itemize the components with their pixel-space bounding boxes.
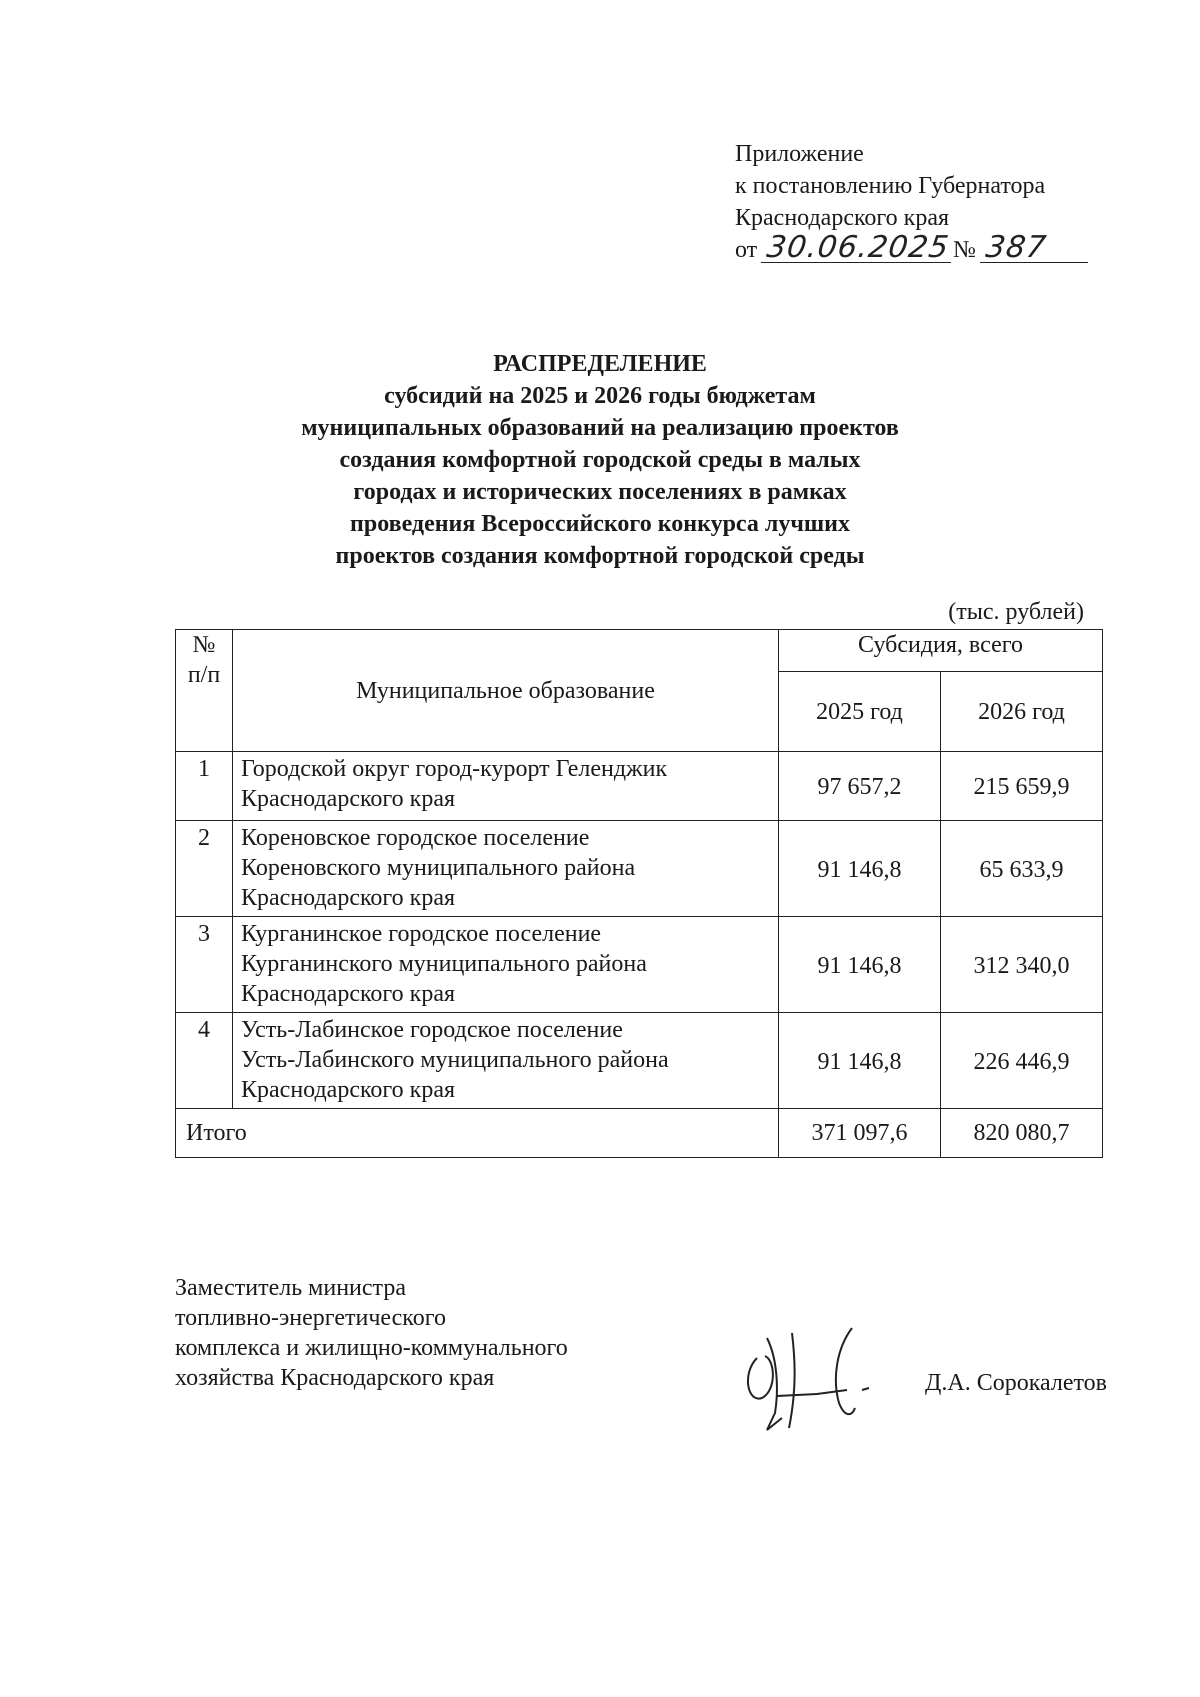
document-title [250,348,950,572]
header-no-line-1: № [192,632,216,658]
row-municipality [233,1013,779,1109]
row-value-2026: 312 340,0 [941,917,1103,1013]
table-total-row [176,1109,1103,1158]
row-value-2025: 91 146,8 [779,1013,941,1109]
header-no-line-2: п/п [187,662,221,688]
handwritten-number: 387 [980,234,1092,263]
row-value-2026: 65 633,9 [941,821,1103,917]
title-heading: РАСПРЕДЕЛЕНИЕ [493,351,707,377]
table-row [176,821,1103,917]
row-municipality [233,821,779,917]
row-municipality-line: Усть-Лабинского муниципального района [241,1047,669,1073]
row-no: 2 [176,821,233,917]
row-municipality-line: Краснодарского края [241,786,456,812]
signatory-position-line: Заместитель министра [175,1275,406,1301]
row-municipality [233,917,779,1013]
title-line-6: проектов создания комфортной городской среды [335,543,865,569]
row-municipality-line: Кореновского муниципального района [241,855,636,881]
total-value-2026: 820 080,7 [941,1109,1103,1158]
from-label: от [735,237,758,263]
row-municipality-line: Кореновское городское поселение [241,825,590,851]
row-municipality-line: Курганинское городское поселение [241,921,602,947]
title-line-5: проведения Всероссийского конкурса лучших [350,511,850,537]
row-no: 4 [176,1013,233,1109]
row-municipality-line: Усть-Лабинское городское поселение [241,1017,623,1043]
subsidy-table [175,629,1103,1158]
row-value-2026: 226 446,9 [941,1013,1103,1109]
signatory-position-line: топливно-энергетического [175,1305,446,1331]
signatory-name: Д.А. Сорокалетов [925,1370,1108,1396]
header-year-2026: 2026 год [941,672,1103,752]
row-no: 3 [176,917,233,1013]
row-municipality-line: Курганинского муниципального района [241,951,647,977]
header-subsidy-total: Субсидия, всего [779,630,1103,672]
title-line-3: создания комфортной городской среды в малых [339,447,861,473]
row-value-2025: 91 146,8 [779,917,941,1013]
units-label: (тыс. рублей) [948,599,1084,625]
row-municipality-line: Городской округ город-курорт Геленджик [241,756,668,782]
title-line-4: городах и исторических поселениях в рамках [353,479,847,505]
row-municipality-line: Краснодарского края [241,1077,456,1103]
header-municipality: Муниципальное образование [233,630,779,752]
appendix-date-line [735,230,1090,266]
signatory-position-line: хозяйства Краснодарского края [175,1365,495,1391]
handwritten-date: 30.06.2025 [761,234,955,263]
signatory-position-line: комплекса и жилищно-коммунального [175,1335,568,1361]
table-row [176,752,1103,821]
total-value-2025: 371 097,6 [779,1109,941,1158]
signatory-position [175,1273,568,1393]
appendix-line-2: к постановлению Губернатора [735,173,1046,199]
table-row [176,1013,1103,1109]
total-label: Итого [176,1109,779,1158]
table-row [176,917,1103,1013]
row-value-2025: 91 146,8 [779,821,941,917]
title-line-1: субсидий на 2025 и 2026 годы бюджетам [384,383,816,409]
number-label: № [952,237,976,263]
row-municipality-line: Краснодарского края [241,981,456,1007]
header-year-2025: 2025 год [779,672,941,752]
row-value-2026: 215 659,9 [941,752,1103,821]
table-header-row [176,630,1103,672]
appendix-block [735,138,1090,266]
row-municipality-line: Краснодарского края [241,885,456,911]
header-no [176,630,233,752]
title-line-2: муниципальных образований на реализацию проектов [301,415,899,441]
row-value-2025: 97 657,2 [779,752,941,821]
appendix-line-3: Краснодарского края [735,205,950,231]
row-no: 1 [176,752,233,821]
row-municipality [233,752,779,821]
handwritten-signature [737,1318,897,1448]
appendix-line-1: Приложение [735,141,864,167]
